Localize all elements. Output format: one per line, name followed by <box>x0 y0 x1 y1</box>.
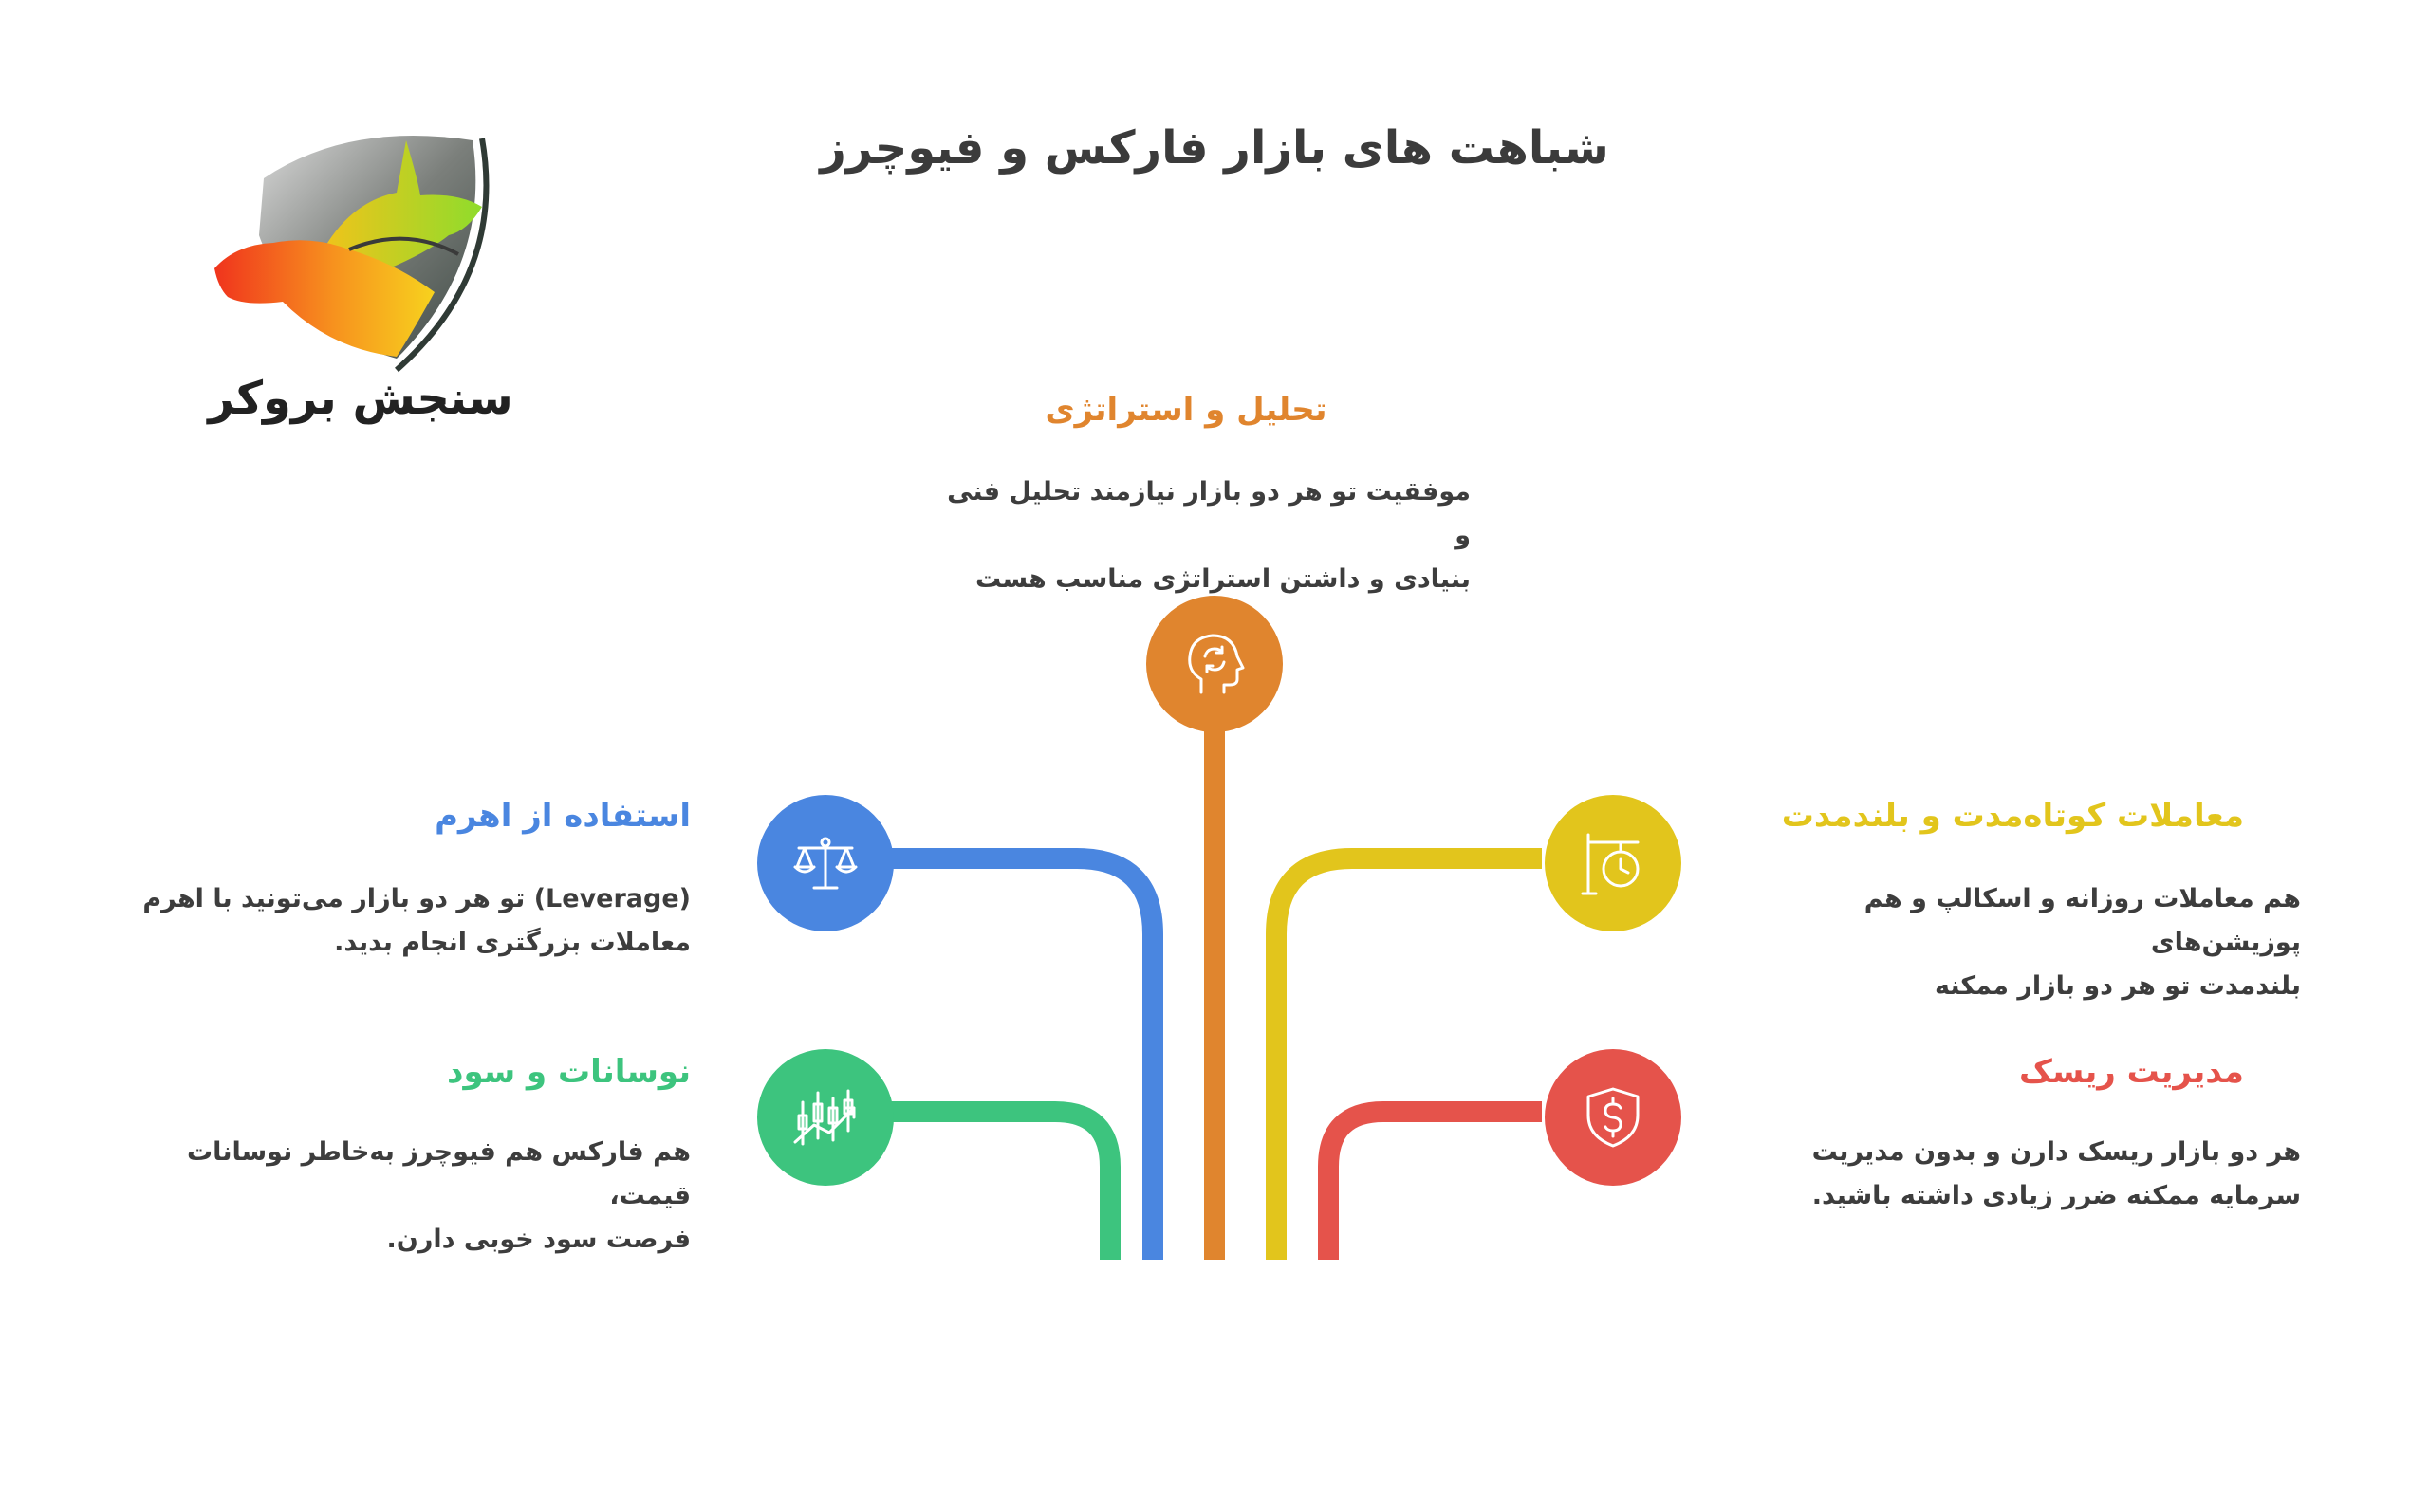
heading-risk: مدیریت ریسک <box>2019 1053 2244 1091</box>
desc-leverage <box>123 877 691 965</box>
desc-leverage-line-2: معاملات بزرگتری انجام بدید. <box>334 928 691 957</box>
heading-volatility: نوسانات و سود <box>447 1053 691 1091</box>
desc-risk <box>1751 1131 2301 1218</box>
desc-leverage-line-1: (Leverage) تو هر دو بازار می‌تونید با اهرم <box>142 884 691 913</box>
page-title: شباهت های بازار فارکس و فیوچرز <box>820 121 1609 175</box>
desc-analysis <box>939 470 1471 601</box>
logo-text: سنجش بروکر <box>208 372 513 425</box>
timeframes-icon-circle <box>1545 795 1681 931</box>
chart-trend-icon <box>791 1083 860 1152</box>
connector-risk <box>1328 1112 1542 1260</box>
head-gears-icon <box>1180 630 1249 698</box>
desc-analysis-line-2: بنیادی و داشتن استراتژی مناسب هست <box>974 564 1471 594</box>
connector-volatility <box>887 1112 1110 1260</box>
desc-timeframes-line-1: هم معاملات روزانه و اسکالپ و هم پوزیشن‌های <box>1863 884 2301 957</box>
desc-risk-line-2: سرمایه ممکنه ضرر زیادی داشته باشید. <box>1811 1181 2301 1210</box>
desc-risk-line-1: هر دو بازار ریسک دارن و بدون مدیریت <box>1811 1137 2301 1167</box>
desc-volatility <box>123 1131 691 1262</box>
volatility-icon-circle <box>757 1049 894 1186</box>
desc-analysis-line-1: موفقیت تو هر دو بازار نیازمند تحلیل فنی و <box>947 477 1471 550</box>
desc-timeframes <box>1751 877 2301 1008</box>
shield-dollar-icon <box>1579 1083 1647 1152</box>
risk-icon-circle <box>1545 1049 1681 1186</box>
leverage-icon-circle <box>757 795 894 931</box>
connector-timeframes <box>1276 858 1542 1260</box>
desc-volatility-line-2: فرصت سود خوبی دارن. <box>386 1225 691 1254</box>
heading-leverage: استفاده از اهرم <box>435 797 691 835</box>
heading-analysis: تحلیل و استراتژی <box>1045 391 1327 429</box>
heading-timeframes: معاملات کوتاه‌مدت و بلندمدت <box>1781 797 2244 835</box>
clock-sign-icon <box>1579 829 1647 897</box>
analysis-icon-circle <box>1146 596 1283 732</box>
desc-timeframes-line-2: بلندمدت تو هر دو بازار ممکنه <box>1935 971 2301 1001</box>
balance-scale-icon <box>791 829 860 897</box>
desc-volatility-line-1: هم فارکس هم فیوچرز به‌خاطر نوسانات قیمت، <box>187 1137 691 1210</box>
